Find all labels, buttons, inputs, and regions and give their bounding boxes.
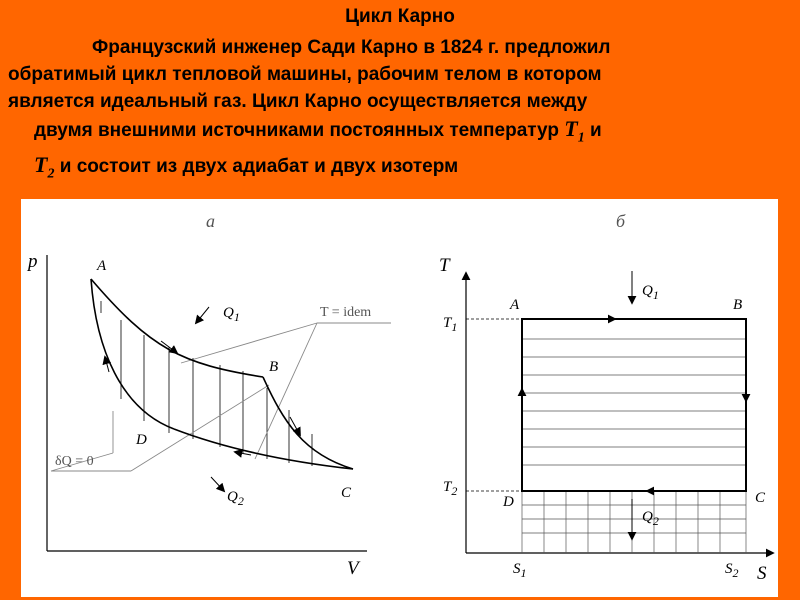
pv-leader-lines (51, 323, 391, 471)
intro-and: и (584, 120, 602, 141)
intro-line-1: Французский инженер Сади Карно в 1824 г. предложил (92, 37, 611, 58)
point-c-pv: C (341, 485, 352, 501)
point-b-pv: B (269, 359, 279, 375)
t1-symbol (564, 116, 585, 146)
q1-label-pv: $Q_1$ (223, 305, 240, 324)
q2-arrow-pv (211, 477, 224, 491)
intro-line-5 (8, 151, 793, 187)
t2-symbol (34, 152, 55, 182)
t1-label-ts: $T_1$ (443, 315, 458, 334)
point-a-pv: A (97, 258, 107, 274)
q2-label-pv: $Q_2$ (227, 489, 244, 508)
t-axis-label: T (439, 255, 450, 276)
point-d-pv: D (136, 432, 147, 448)
ts-grid (522, 491, 746, 553)
carnot-figure (21, 199, 778, 597)
intro-line-4-text: двумя внешними источниками постоянных температур (34, 120, 565, 141)
panel-a-pv (26, 211, 391, 579)
panel-a-caption: а (206, 211, 215, 231)
q1-label-ts: $Q_1$ (642, 283, 659, 302)
intro-line-5-text: и состоит из двух адиабат и двух изотерм (54, 156, 459, 178)
intro-paragraph (8, 34, 793, 188)
p-axis-label: p (28, 251, 38, 272)
s-axis-label: S (757, 563, 767, 584)
t2-label-ts: $T_2$ (443, 479, 458, 498)
point-a-ts: A (510, 297, 520, 313)
s1-label-ts: $S_1$ (513, 561, 527, 580)
isotherm-cd (174, 429, 353, 469)
panel-b-ts (439, 211, 773, 584)
ts-hatching (522, 339, 746, 465)
point-d-ts: D (503, 494, 514, 510)
pv-hatching (101, 301, 312, 466)
adiabat-label: δQ = 0 (55, 454, 94, 469)
intro-line-4 (8, 115, 793, 151)
point-b-ts: B (733, 297, 743, 313)
isotherm-label: T = idem (320, 305, 372, 320)
carnot-figure-svg (21, 199, 778, 597)
t1-subscript: 1 (577, 130, 585, 146)
t2-subscript: 2 (47, 166, 55, 182)
slide-title: Цикл Карно (345, 6, 455, 27)
pv-cycle (91, 279, 353, 469)
q1-arrow-pv (196, 307, 209, 323)
intro-line-2: обратимый цикл тепловой машины, рабочим телом в котором (8, 64, 602, 85)
point-c-ts: C (755, 490, 766, 506)
v-axis-label: V (347, 558, 359, 579)
t1-letter: T (564, 116, 578, 141)
adiabat-bc (263, 377, 353, 469)
q2-label-ts: $Q_2$ (642, 509, 659, 528)
s2-label-ts: $S_2$ (725, 561, 739, 580)
isotherm-ab (91, 279, 263, 377)
t2-letter: T (34, 152, 48, 178)
panel-b-caption: б (616, 211, 626, 231)
intro-line-3: является идеальный газ. Цикл Карно осуществляется между (8, 91, 588, 112)
adiabat-da (91, 279, 174, 429)
